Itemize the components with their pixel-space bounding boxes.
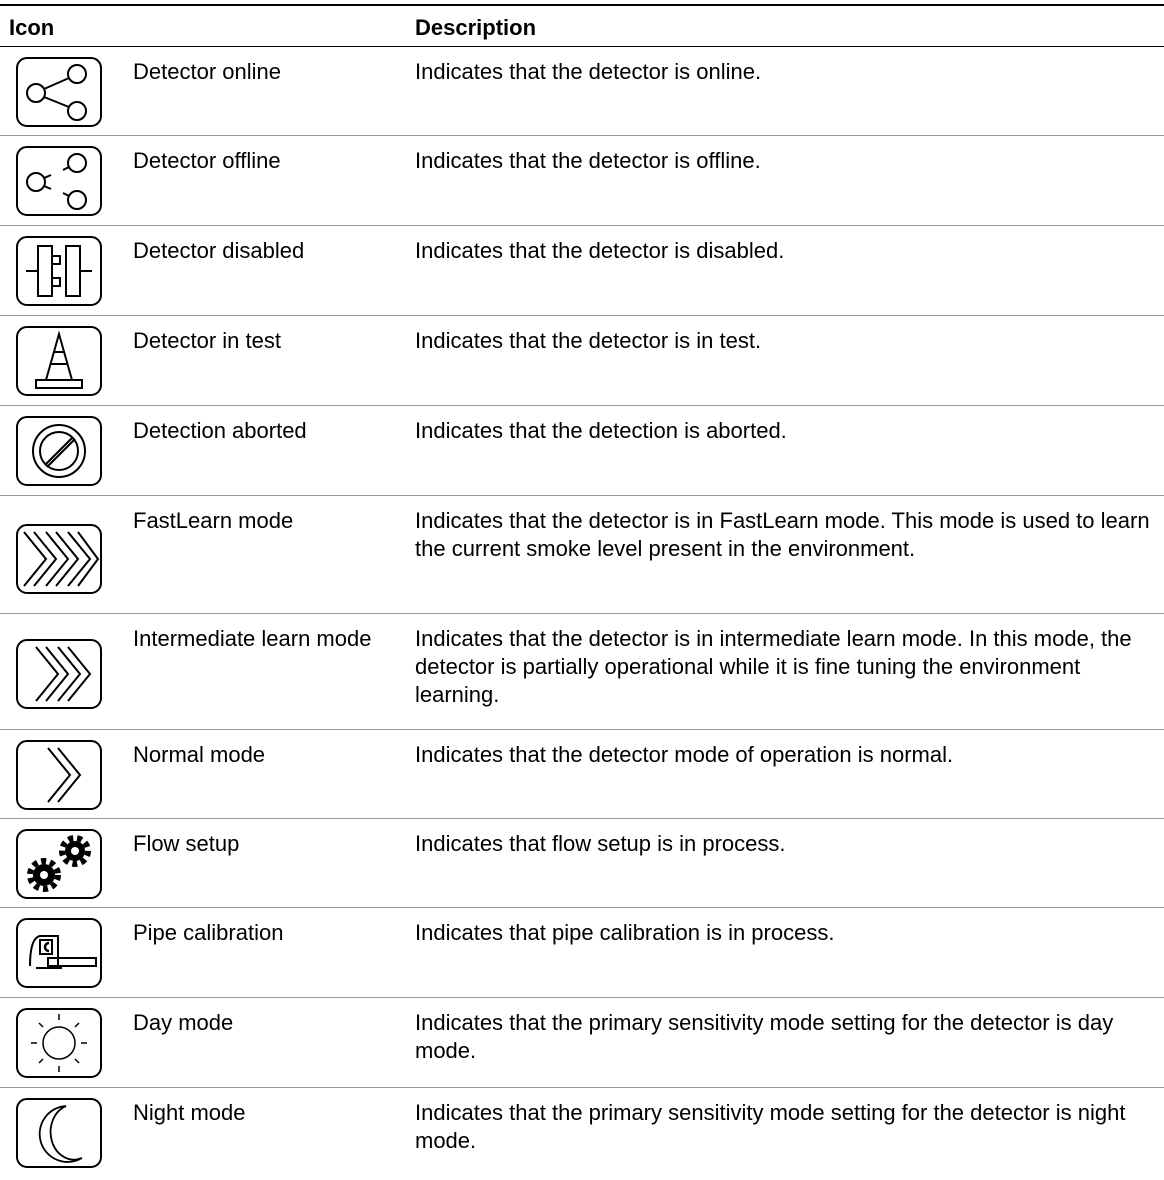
moon-icon	[16, 1098, 102, 1168]
row-description: Indicates that the primary sensitivity mode setting for the detector is night mode.	[415, 1100, 1126, 1153]
table-row	[0, 316, 1164, 406]
row-name: Detector online	[133, 59, 281, 84]
row-description: Indicates that the detection is aborted.	[415, 418, 787, 443]
single-chevron-icon	[16, 740, 102, 810]
sun-icon	[16, 1008, 102, 1078]
row-name: Intermediate learn mode	[133, 626, 372, 651]
table-row	[0, 136, 1164, 226]
row-description: Indicates that the primary sensitivity mode setting for the detector is day mode.	[415, 1010, 1114, 1063]
traffic-cone-icon	[16, 326, 102, 396]
row-name: Night mode	[133, 1100, 246, 1125]
row-name: Detection aborted	[133, 418, 307, 443]
row-name: Flow setup	[133, 831, 240, 856]
prohibited-icon	[16, 416, 102, 486]
header-description-label: Description	[415, 15, 537, 40]
table-row	[0, 614, 1164, 730]
row-name: FastLearn mode	[133, 508, 294, 533]
disconnected-plug-icon	[16, 236, 102, 306]
table-row	[0, 226, 1164, 316]
header-icon-label: Icon	[9, 15, 55, 40]
table-row	[0, 819, 1164, 908]
row-description: Indicates that the detector is in FastLearn mode. This mode is used to learn the current smoke level present in the environment.	[415, 508, 1150, 561]
row-description: Indicates that the detector is in intermediate learn mode. In this mode, the detector is partially operational while it is fine tuning the environment learning.	[415, 626, 1132, 707]
row-name: Detector offline	[133, 148, 281, 173]
network-broken-icon	[16, 146, 102, 216]
table-row	[0, 1088, 1164, 1180]
row-name: Detector in test	[133, 328, 281, 353]
table-row	[0, 496, 1164, 614]
row-description: Indicates that the detector is offline.	[415, 148, 761, 173]
row-description: Indicates that the detector mode of operation is normal.	[415, 742, 954, 767]
row-description: Indicates that pipe calibration is in process.	[415, 920, 835, 945]
network-share-icon	[16, 57, 102, 127]
double-chevron-icon	[16, 639, 102, 709]
row-description: Indicates that flow setup is in process.	[415, 831, 786, 856]
table-header	[0, 6, 1164, 47]
row-description: Indicates that the detector is in test.	[415, 328, 762, 353]
table-row	[0, 998, 1164, 1088]
table-row	[0, 47, 1164, 136]
row-name: Normal mode	[133, 742, 266, 767]
table-row	[0, 730, 1164, 819]
row-description: Indicates that the detector is disabled.	[415, 238, 785, 263]
table-row	[0, 908, 1164, 998]
pipe-clamp-icon	[16, 918, 102, 988]
table-row	[0, 406, 1164, 496]
triple-chevron-icon	[16, 524, 102, 594]
row-name: Detector disabled	[133, 238, 305, 263]
gears-icon	[16, 829, 102, 899]
row-name: Pipe calibration	[133, 920, 284, 945]
row-description: Indicates that the detector is online.	[415, 59, 762, 84]
row-name: Day mode	[133, 1010, 234, 1035]
